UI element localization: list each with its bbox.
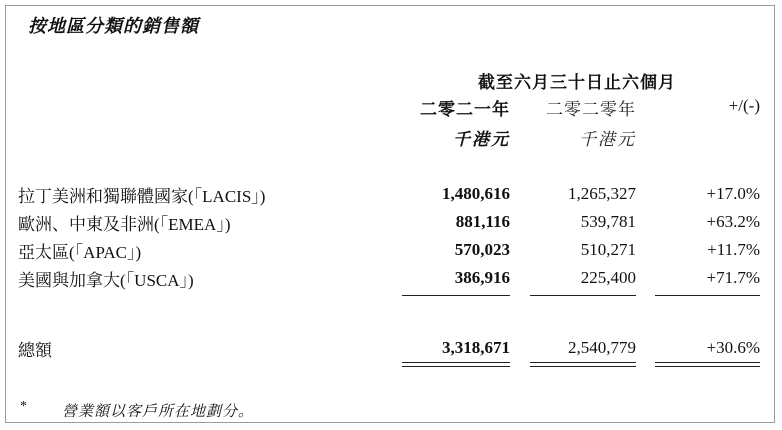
table-cell-2020: 225,400 bbox=[580, 268, 636, 287]
unit-label-2020: 千港元 bbox=[579, 130, 636, 149]
column-header-2021: 二零二一年 bbox=[420, 100, 510, 119]
column-header-2020: 二零二零年 bbox=[546, 100, 636, 119]
total-double-rule bbox=[655, 366, 760, 367]
subtotal-rule bbox=[530, 295, 636, 296]
table-cell-2021: 881,116 bbox=[455, 212, 510, 231]
total-double-rule bbox=[655, 362, 760, 363]
table-cell-2020: 1,265,327 bbox=[568, 184, 636, 203]
total-cell-2020: 2,540,779 bbox=[568, 338, 636, 357]
row-label-apac: 亞太區(「APAC」) bbox=[18, 243, 142, 262]
footnote-text: 營業額以客戶所在地劃分。 bbox=[62, 404, 255, 420]
total-double-rule bbox=[530, 366, 636, 367]
table-cell-change: +17.0% bbox=[706, 184, 760, 203]
unit-label-2021: 千港元 bbox=[453, 130, 510, 149]
section-title: 按地區分類的銷售額 bbox=[28, 16, 199, 36]
table-cell-2021: 570,023 bbox=[454, 240, 510, 259]
total-double-rule bbox=[402, 362, 510, 363]
total-double-rule bbox=[402, 366, 510, 367]
table-cell-change: +11.7% bbox=[707, 240, 760, 259]
total-cell-change: +30.6% bbox=[706, 338, 760, 357]
table-cell-2021: 1,480,616 bbox=[442, 184, 510, 203]
subtotal-rule bbox=[655, 295, 760, 296]
table-cell-2020: 539,781 bbox=[580, 212, 636, 231]
subtotal-rule bbox=[402, 295, 510, 296]
footnote-marker: * bbox=[20, 399, 27, 414]
total-double-rule bbox=[530, 362, 636, 363]
column-header-change: +/(-) bbox=[728, 96, 760, 115]
table-cell-2021: 386,916 bbox=[454, 268, 510, 287]
total-cell-2021: 3,318,671 bbox=[442, 338, 510, 357]
row-label-emea: 歐洲、中東及非洲(「EMEA」) bbox=[18, 215, 231, 234]
total-label: 總額 bbox=[18, 341, 52, 360]
table-cell-2020: 510,271 bbox=[580, 240, 636, 259]
table-cell-change: +71.7% bbox=[706, 268, 760, 287]
row-label-usca: 美國與加拿大(「USCA」) bbox=[18, 271, 194, 290]
row-label-lacis: 拉丁美洲和獨聯體國家(「LACIS」) bbox=[18, 187, 266, 206]
period-header: 截至六月三十日止六個月 bbox=[478, 73, 676, 92]
table-cell-change: +63.2% bbox=[706, 212, 760, 231]
